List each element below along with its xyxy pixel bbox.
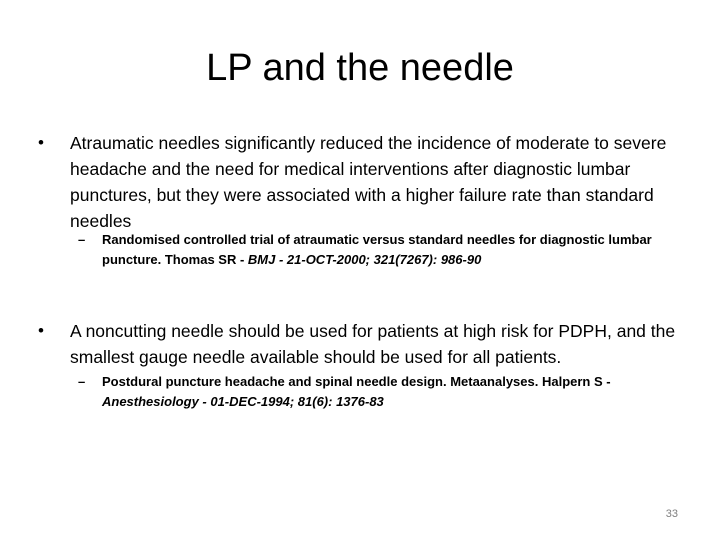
bullet-text: A noncutting needle should be used for patients at high risk for PDPH, and the smallest gauge needle available should be used for all patients. [70, 321, 676, 367]
reference-body: Randomised controlled trial of atraumatic versus standard needles for diagnostic lumbar puncture. Thomas SR - [102, 232, 652, 267]
bullet-marker: • [38, 133, 44, 152]
reference-citation: BMJ - 21-OCT-2000; 321(7267): 986-90 [247, 252, 482, 267]
bullet-text: Atraumatic needles significantly reduced the incidence of moderate to severe headache and the need for medical interventions after diagnostic lumbar punctures, but they were associated with a higher failure rate than standard needles [70, 133, 667, 231]
reference-item [72, 230, 672, 270]
reference-citation: Anesthesiology - 01-DEC-1994; 81(6): 1376-83 [102, 394, 384, 409]
reference-item [72, 372, 672, 412]
bullet-marker: • [38, 321, 44, 340]
reference-body: Postdural puncture headache and spinal needle design. Metaanalyses. Halpern S - [102, 374, 611, 389]
page-number: 33 [665, 508, 678, 520]
bullet-item [38, 130, 688, 234]
slide-title: LP and the needle [206, 47, 514, 89]
reference-marker: – [78, 374, 86, 389]
bullet-item [38, 318, 688, 370]
reference-text [102, 372, 672, 412]
reference-marker: – [78, 232, 86, 247]
reference-text [102, 230, 672, 270]
